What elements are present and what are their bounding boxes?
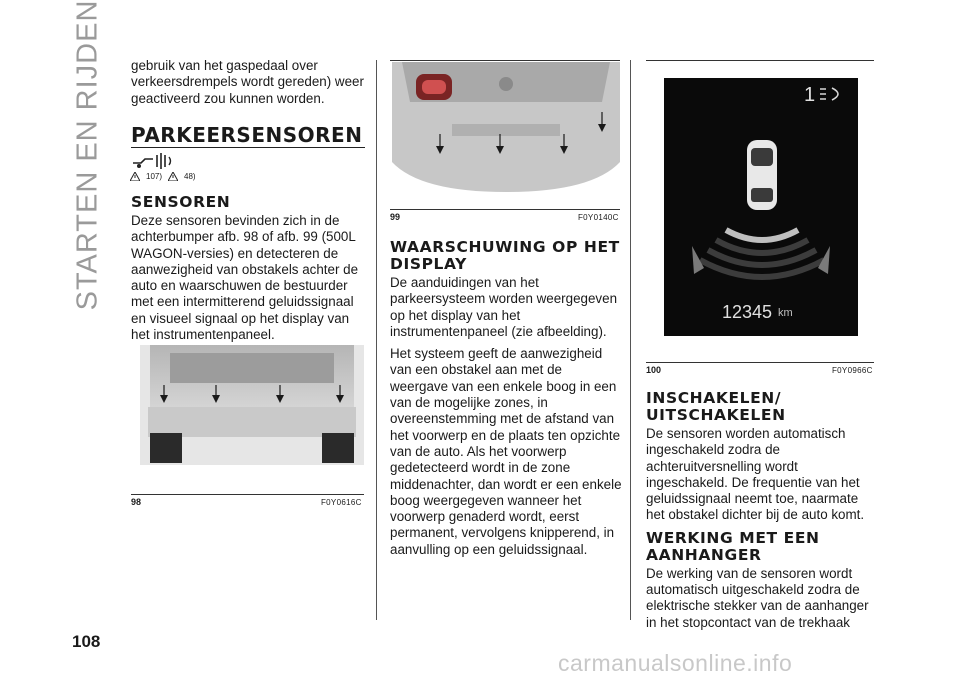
headlight-icon xyxy=(820,88,838,100)
trailer-paragraph: De werking van de sensoren wordt automatisch uitgeschakeld zodra de elektrische stekker van de aanhanger in het stopcontact van de trekhaak xyxy=(646,565,869,630)
section-heading: WAARSCHUWING OP HET DISPLAY xyxy=(390,238,620,273)
figure-rule xyxy=(646,362,874,363)
section-heading: PARKEERSENSOREN xyxy=(131,123,363,147)
display-unit: km xyxy=(778,307,793,319)
warning-references xyxy=(130,172,196,181)
caution-reference: 48) xyxy=(184,172,196,181)
display-paragraph-2: Het systeem geeft de aanwezigheid van een obstakel aan met de weergave van een enkele boog in een van de mogelijke zones, in overeenstemming met de afstand van het voorwerp en de plaats ten opzichte van de auto. Als het voorwerp gedetecteerd wordt in de zone middenachter, dan wordt er een enkele boog weergegeven wanneer het voorwerp genaderd wordt, eerst permanent, vervolgens knipperend, in aanvulling op een geluidssignaal. xyxy=(390,346,622,557)
figure-rule xyxy=(390,209,620,210)
figure-number: 98 xyxy=(131,497,142,507)
column-1 xyxy=(131,58,367,113)
warning-triangle-icon xyxy=(168,172,178,181)
figure-number: 100 xyxy=(646,365,662,375)
figure-code: F0Y0616C xyxy=(321,498,362,507)
figure-100-instrument-display xyxy=(664,78,858,336)
figure-rule xyxy=(390,60,620,61)
figure-98-rear-bumper xyxy=(140,345,364,465)
sensors-paragraph: Deze sensoren bevinden zich in de achterbumper afb. 98 of afb. 99 (500L WAGON-versies) en detecteren de aanwezigheid van obstakels achter de auto en waarschuwen de bestuurder met een intermitterend geluidssignaal en visueel signaal op het display van het instrumentenpaneel. xyxy=(131,213,359,343)
column-divider xyxy=(630,60,631,620)
display-warning-section xyxy=(390,235,622,564)
figure-99-rear-bumper-wagon xyxy=(392,62,620,200)
watermark: carmanualsonline.info xyxy=(558,650,793,676)
activation-paragraph: De sensoren worden automatisch ingeschakeld zodra de achteruitversnelling wordt ingeschakeld. De frequentie van het geluidssignaal neemt toe, naarmate het obstakel dichter bij de auto komt. xyxy=(646,426,865,523)
warning-reference: 107) xyxy=(146,172,163,181)
section-heading: INSCHAKELEN/ UITSCHAKELEN xyxy=(646,389,786,424)
intro-paragraph: gebruik van het gaspedaal over verkeersdrempels wordt gereden) weer geactiveerd zou kunnen worden. xyxy=(131,58,364,106)
activation-section xyxy=(646,386,878,637)
section-heading: WERKING MET EEN AANHANGER xyxy=(646,528,820,564)
sensors-section xyxy=(131,190,369,349)
page-number: 108 xyxy=(72,632,101,651)
figure-rule xyxy=(646,60,874,61)
chapter-title-text: STARTEN EN RIJDEN xyxy=(71,0,104,311)
figure-rule xyxy=(131,494,364,495)
figure-code: F0Y0140C xyxy=(578,213,619,222)
figure-number: 99 xyxy=(390,212,401,222)
figure-code: F0Y0966C xyxy=(832,366,873,375)
column-divider xyxy=(376,60,377,620)
display-paragraph-1: De aanduidingen van het parkeersysteem worden weergegeven op het display van het instrumentenpaneel (zie afbeelding). xyxy=(390,275,618,339)
display-odometer: 12345 xyxy=(722,302,773,322)
subsection-heading: SENSOREN xyxy=(131,193,231,211)
warning-triangle-icon xyxy=(130,172,140,181)
display-gear-indicator: 1 xyxy=(804,84,816,106)
heading-underline xyxy=(131,147,365,148)
chapter-side-title xyxy=(58,0,118,311)
